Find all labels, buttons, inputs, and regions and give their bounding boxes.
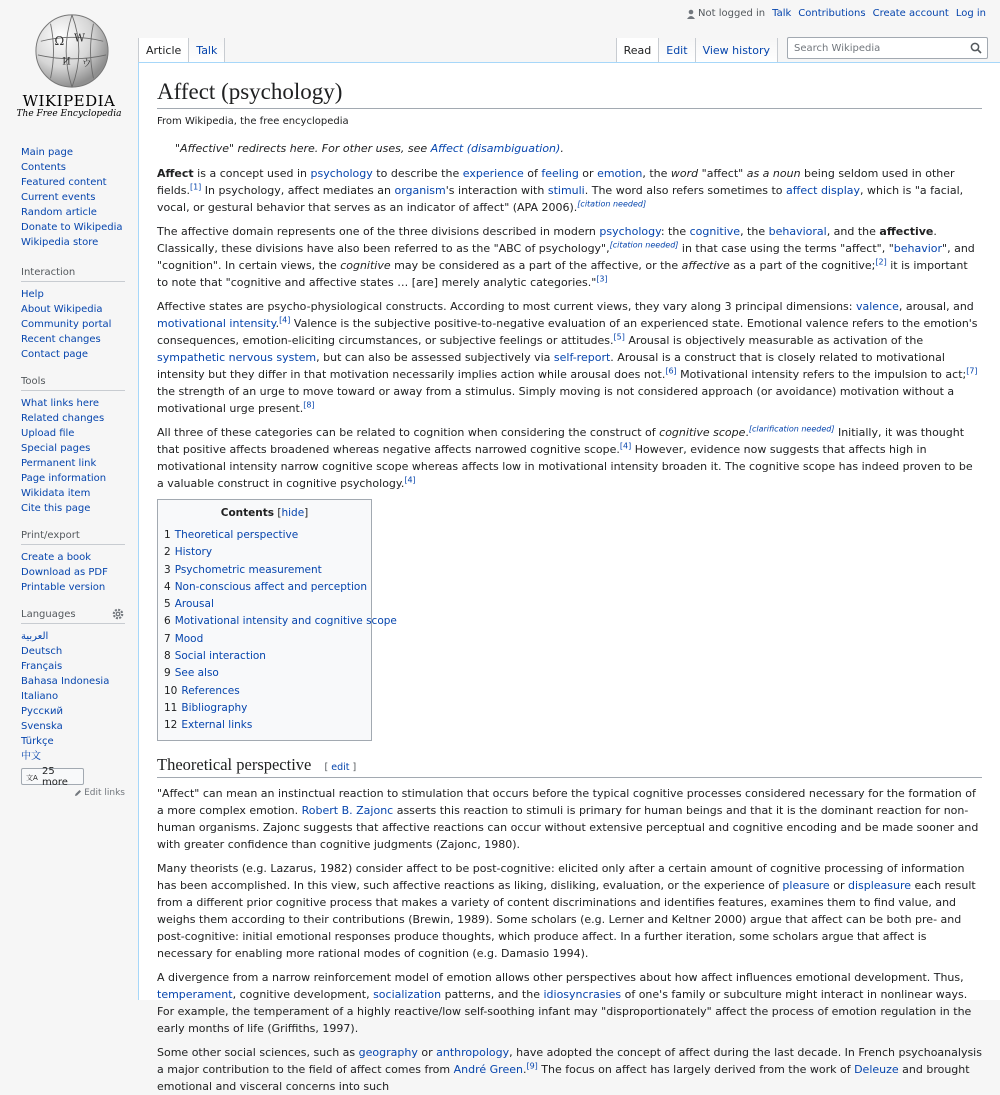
wiki-link[interactable]: self-report — [553, 351, 611, 364]
text: The affective domain represents one of the three divisions described in modern — [157, 225, 600, 238]
svg-text:文A: 文A — [26, 773, 38, 782]
sidebar-item — [21, 302, 125, 317]
sidebar-item — [21, 287, 125, 302]
wiki-link[interactable]: stimuli — [547, 184, 585, 197]
toc-link[interactable]: References — [181, 684, 240, 697]
paragraph — [157, 424, 982, 492]
text: is a concept used in — [193, 167, 311, 180]
sidebar-print — [21, 550, 125, 595]
text: as a part of the cognitive; — [729, 259, 876, 272]
wiki-link[interactable]: affect display — [786, 184, 861, 197]
sidebar-item — [21, 235, 125, 250]
italic-term: cognitive — [340, 259, 391, 272]
text: , the — [740, 225, 769, 238]
text: , which is "a facial, vocal, or gestural behavior that serves as an indicator of affect" (APA 2006). — [157, 184, 964, 214]
sidebar-link-русский[interactable]: Русский — [21, 706, 63, 717]
sidebar-link-upload-file[interactable]: Upload file — [21, 428, 75, 439]
paragraph — [157, 969, 982, 1037]
sidebar-link-recent-changes[interactable]: Recent changes — [21, 334, 101, 345]
italic-term: cognitive scope — [659, 426, 746, 439]
toc-link[interactable]: Bibliography — [181, 701, 248, 714]
toc-number: 8 — [164, 650, 171, 663]
wiki-link[interactable]: psychology — [310, 167, 373, 180]
sidebar-item — [21, 205, 125, 220]
sidebar-link-permanent-link[interactable]: Permanent link — [21, 458, 97, 469]
text: All three of these categories can be related to cognition when considering the construct of — [157, 426, 660, 439]
personal-tools — [686, 8, 986, 19]
toc-number: 3 — [164, 563, 171, 576]
toc-number: 6 — [164, 615, 171, 628]
toc-item[interactable] — [164, 700, 365, 717]
bold-term: Affect — [157, 167, 194, 180]
sidebar-languages — [21, 629, 125, 764]
paragraph — [157, 860, 982, 962]
sidebar-item — [21, 160, 125, 175]
reference-link[interactable]: [5] — [613, 332, 625, 342]
text: , the — [642, 167, 671, 180]
sidebar-item — [21, 220, 125, 235]
sidebar-link-random-article[interactable]: Random article — [21, 207, 97, 218]
sidebar-link-bahasa-indonesia[interactable]: Bahasa Indonesia — [21, 676, 110, 687]
text: in that case using the terms "affect", " — [678, 242, 894, 255]
wiki-link[interactable]: displeasure — [847, 878, 912, 892]
sidebar-item — [21, 486, 125, 501]
text: Initially, it was thought that positive affects broadened whereas negative affects narrowed cognitive scope. — [157, 426, 965, 456]
sidebar-item — [21, 734, 125, 749]
sidebar-item — [21, 704, 125, 719]
toc-number: 12 — [164, 719, 178, 732]
reference — [620, 441, 631, 450]
citation-needed-link[interactable]: [citation needed] — [609, 240, 679, 250]
wiki-link[interactable]: temperament — [157, 987, 233, 1001]
sidebar-link-what-links-here[interactable]: What links here — [21, 398, 100, 409]
toc-item[interactable] — [164, 562, 365, 579]
sidebar-item — [21, 659, 125, 674]
translate-icon — [26, 772, 38, 782]
text: "affect" — [698, 167, 747, 180]
sidebar-navigation — [21, 145, 125, 250]
sidebar-link-community-portal[interactable]: Community portal — [21, 319, 112, 330]
sidebar-link-main-page[interactable]: Main page — [21, 147, 74, 158]
reference — [966, 366, 977, 375]
sidebar-item — [21, 426, 125, 441]
sidebar-item — [21, 471, 125, 486]
wiki-link[interactable]: Deleuze — [854, 1062, 899, 1076]
toc-link[interactable]: Mood — [174, 632, 204, 645]
view-tabs — [616, 38, 778, 62]
text: , but can also be assessed subjectively via — [316, 351, 554, 364]
svg-text:И: И — [62, 56, 71, 68]
toc-number: 1 — [164, 529, 171, 541]
text: . Classically, these divisions have also been referred to as the "ABC of psychology", — [157, 225, 937, 255]
sidebar-link-help[interactable]: Help — [21, 289, 44, 300]
sidebar-item — [21, 550, 125, 565]
citation-needed — [610, 240, 679, 249]
toc-link[interactable]: Arousal — [174, 598, 214, 611]
page-title: Affect (psychology) — [157, 77, 982, 109]
citation-needed-link[interactable]: [clarification needed] — [748, 424, 835, 434]
sidebar-item — [21, 145, 125, 160]
citation-needed — [577, 199, 646, 208]
svg-text:W: W — [73, 31, 85, 45]
text: A divergence from a narrow reinforcement model of emotion allows other perspectives about how affect influences emotional development. Thus, — [157, 970, 964, 984]
text: or — [578, 167, 598, 180]
create-account-link[interactable]: Create account — [872, 8, 949, 19]
paragraph — [157, 165, 982, 216]
sidebar-item — [21, 719, 125, 734]
wiki-link[interactable]: organism — [394, 184, 446, 197]
sidebar-heading-interaction: Interaction — [21, 267, 125, 282]
text: , have adopted the concept of affect during the last decade. In French psychoanalysis a major contribution to the field of affect comes from — [157, 1045, 982, 1076]
wiki-link[interactable]: sympathetic nervous system — [157, 351, 317, 364]
search-placeholder: Search Wikipedia — [794, 43, 881, 54]
sidebar-link-featured-content[interactable]: Featured content — [21, 177, 107, 188]
hatnote: "Affective" redirects here. For other uses, see Affect (disambiguation). — [175, 142, 564, 155]
toc-link[interactable]: Motivational intensity and cognitive scope — [174, 615, 397, 628]
text: asserts this reaction to stimuli is primary for human beings and that it is the dominant reaction for non-human organisms. Zajonc suggests that affective reactions can occur without extensive perceptual and cognitive encoding and be made sooner and with greater confidence than cognitive judgments (Zajonc, 1980). — [157, 803, 979, 851]
contributions-link[interactable]: Contributions — [798, 8, 866, 19]
sidebar-link-italiano[interactable]: Italiano — [21, 691, 59, 702]
sidebar-item — [21, 317, 125, 332]
toc-item[interactable] — [164, 717, 365, 734]
site-sub: From Wikipedia, the free encyclopedia — [157, 116, 349, 127]
toc-number: 5 — [164, 598, 171, 611]
sidebar-link-cite-this-page[interactable]: Cite this page — [21, 503, 91, 514]
toc-number: 4 — [164, 580, 171, 593]
svg-text:ウ: ウ — [81, 58, 92, 70]
toc-link[interactable]: External links — [181, 719, 253, 732]
wiki-link[interactable]: valence — [855, 300, 899, 313]
reference — [279, 315, 290, 324]
sidebar-heading-tools: Tools — [21, 376, 125, 391]
text: or — [829, 878, 848, 892]
wiki-link[interactable]: behavioral — [768, 225, 827, 238]
sidebar-link-türkçe[interactable]: Türkçe — [21, 736, 54, 747]
toc-hide-toggle[interactable]: hide — [281, 507, 305, 519]
reference-link[interactable]: [4] — [404, 475, 416, 485]
reference-link[interactable]: [6] — [665, 366, 677, 376]
content — [138, 62, 1000, 1093]
toc-item[interactable] — [164, 544, 365, 561]
wiki-link[interactable]: anthropology — [436, 1045, 510, 1059]
toc-item[interactable] — [164, 648, 365, 665]
tab-view-history[interactable]: View history — [695, 38, 778, 62]
tab-talk[interactable]: Talk — [188, 38, 225, 62]
sidebar-item — [21, 411, 125, 426]
sidebar-link-wikidata-item[interactable]: Wikidata item — [21, 488, 91, 499]
edit-section-link[interactable]: edit — [331, 761, 350, 773]
reference-link[interactable]: [1] — [189, 182, 202, 192]
sidebar-link-contents[interactable]: Contents — [21, 162, 66, 173]
sidebar-link-svenska[interactable]: Svenska — [21, 721, 63, 732]
text: being seldom used in other fields. — [157, 167, 955, 197]
wiki-link[interactable]: socialization — [373, 987, 442, 1001]
text: "Affect" can mean an instinctual reaction to stimulation that occurs before the typical cognitive processes considered necessary for the formation of a more complex emotion. — [157, 786, 976, 817]
text: to describe the — [372, 167, 463, 180]
more-languages-button[interactable]: 文A 25 more — [21, 768, 84, 785]
sidebar-heading-languages: Languages — [21, 609, 125, 624]
wiki-link[interactable]: feeling — [541, 167, 579, 180]
text: The focus on affect has largely derived from the work of — [537, 1062, 855, 1076]
sidebar-link-العربية[interactable]: العربية — [21, 631, 49, 642]
wiki-link[interactable]: emotion — [597, 167, 643, 180]
text: Arousal is objectively measurable as activation of the — [624, 334, 924, 347]
sidebar-item — [21, 749, 125, 764]
text: Affective states are psycho-physiological constructs. According to most current views, they vary along 3 principal dimensions: — [157, 300, 856, 313]
text: Many theorists (e.g. Lazarus, 1982) consider affect to be post-cognitive: elicited only after a certain amount of cognitive processing of information has been accomplished. In this view, such affective reactions as liking, disliking, evaluation, or the experience of — [157, 861, 965, 892]
text: the strength of an urge to move toward or away from a stimulus. Simply moving is not considered approach (or avoidance) motivation without a motivational urge present. — [157, 385, 955, 415]
wiki-link[interactable]: experience — [462, 167, 524, 180]
text: ", and "cognition". In certain views, the — [157, 242, 975, 272]
reference-link[interactable]: [4] — [619, 441, 632, 451]
pencil-icon — [74, 789, 82, 797]
sidebar-interaction — [21, 287, 125, 362]
text: or — [417, 1045, 437, 1059]
toc-link[interactable]: Non-conscious affect and perception — [174, 580, 367, 593]
reference-link[interactable]: [4] — [279, 315, 291, 325]
sidebar-link-download-as-pdf[interactable]: Download as PDF — [21, 567, 108, 578]
lead-section — [157, 165, 982, 492]
sidebar-link-related-changes[interactable]: Related changes — [21, 413, 105, 424]
text: it is important to note that "cognitive and affective states … [are] merely analytic categories." — [157, 259, 968, 289]
sidebar-link-printable-version[interactable]: Printable version — [21, 582, 106, 593]
toc-item[interactable] — [164, 631, 365, 648]
sidebar-link-current-events[interactable]: Current events — [21, 192, 96, 203]
sidebar-link-create-a-book[interactable]: Create a book — [21, 552, 92, 563]
reference-link[interactable]: [8] — [303, 400, 315, 410]
reference — [665, 366, 676, 375]
edit-links[interactable]: Edit links — [21, 788, 125, 798]
search-input[interactable] — [787, 37, 988, 59]
sidebar — [21, 145, 125, 798]
reference — [614, 332, 625, 341]
text: and brought emotional and visceral concerns into such — [157, 1062, 970, 1093]
text: Some other social sciences, such as — [157, 1045, 359, 1059]
text: . — [522, 1062, 527, 1076]
sidebar-item — [21, 674, 125, 689]
sidebar-link-deutsch[interactable]: Deutsch — [21, 646, 63, 657]
sidebar-link-wikipedia-store[interactable]: Wikipedia store — [21, 237, 99, 248]
sidebar-tools — [21, 396, 125, 516]
text: , arousal, and — [898, 300, 974, 313]
search-icon[interactable] — [970, 42, 982, 54]
tab-read[interactable]: Read — [616, 38, 659, 62]
text: However, evidence now suggests that affects high in motivational intensity narrow cognitive scope whereas affects low in motivational intensity broaden it. The cognitive scope has indeed proven to be a valuable construct in cognitive psychology. — [157, 443, 973, 490]
citation-needed-link[interactable]: [citation needed] — [577, 199, 647, 209]
paragraph — [157, 223, 982, 291]
toc-item[interactable] — [164, 665, 365, 682]
tab-article[interactable]: Article — [138, 38, 188, 62]
reference-link[interactable]: [7] — [966, 366, 978, 376]
toc-number: 10 — [164, 684, 178, 697]
citation-needed — [749, 424, 835, 433]
toc-number: 7 — [164, 632, 171, 645]
sidebar-link-page-information[interactable]: Page information — [21, 473, 107, 484]
namespace-tabs — [138, 38, 225, 62]
sidebar-item — [21, 441, 125, 456]
toc-title: Contents [hide] — [220, 507, 309, 519]
text: . Arousal is a construct that is closely related to motivational intensity but they differ in that motivation necessarily implies action while arousal does not. — [157, 351, 945, 381]
text: : the — [660, 225, 690, 238]
toc-link[interactable]: History — [174, 546, 213, 559]
sidebar-item — [21, 396, 125, 411]
text: of one's family or subculture might interact in nonlinear ways. For example, the temperament of a highly reactive/low self-soothing infant may "disproportionately" affect the process of emotion regulation in the early months of life (Griffiths, 1997). — [157, 987, 972, 1035]
log-in-link[interactable]: Log in — [955, 8, 986, 19]
gear-icon[interactable] — [112, 608, 124, 620]
sidebar-link-donate-to-wikipedia[interactable]: Donate to Wikipedia — [21, 222, 123, 233]
text: Motivational intensity refers to the impulsion to act; — [676, 368, 967, 381]
text: patterns, and the — [441, 987, 544, 1001]
paragraph — [157, 1044, 982, 1095]
disambiguation-link[interactable]: Affect (disambiguation) — [430, 142, 561, 155]
wikipedia-logo[interactable] — [0, 0, 138, 128]
puzzle-globe-icon — [33, 12, 111, 90]
wiki-link[interactable]: pleasure — [782, 878, 830, 892]
toc-number: 9 — [164, 667, 171, 680]
text: . — [745, 426, 749, 439]
wiki-link[interactable]: psychology — [599, 225, 661, 238]
text: . — [275, 317, 280, 330]
toc-link[interactable]: Theoretical perspective — [174, 529, 299, 541]
wiki-link[interactable]: idiosyncrasies — [543, 987, 622, 1001]
bold-term: affective — [879, 225, 934, 238]
section-body — [157, 785, 982, 1095]
toc-number: 2 — [164, 546, 171, 559]
reference-link[interactable]: [3] — [596, 274, 608, 284]
toc-item[interactable] — [164, 596, 365, 613]
toc-item[interactable] — [164, 613, 397, 630]
sidebar-link-special-pages[interactable]: Special pages — [21, 443, 91, 454]
text: may be considered as a part of the affective, or the — [390, 259, 682, 272]
italic-term: affective — [681, 259, 730, 272]
wiki-link[interactable]: motivational intensity — [157, 317, 276, 330]
italic-term: word — [670, 167, 699, 180]
text: Valence is the subjective positive-to-negative evaluation of an experienced state. Emotional valence refers to the emotion's consequences, emotion-eliciting circumstances, or subjective feelings or attitudes. — [157, 317, 978, 347]
table-of-contents — [157, 499, 397, 741]
sidebar-item — [21, 565, 125, 580]
toc-link[interactable]: Social interaction — [174, 650, 266, 663]
reference — [303, 400, 314, 409]
text: In psychology, affect mediates an — [201, 184, 395, 197]
toc-item[interactable] — [164, 683, 365, 700]
sidebar-item — [21, 347, 125, 362]
toc-number: 11 — [164, 701, 178, 714]
wikipedia-wordmark: WIKIPEDIA — [22, 92, 116, 110]
sidebar-link-中文[interactable]: 中文 — [21, 751, 41, 762]
reference-link[interactable]: [9] — [526, 1060, 538, 1070]
section-heading-theoretical-perspective: Theoretical perspective [ edit ] — [157, 755, 982, 778]
not-logged-in: Not logged in — [686, 8, 765, 19]
reference — [190, 182, 201, 191]
sidebar-item — [21, 332, 125, 347]
sidebar-item — [21, 644, 125, 659]
sidebar-link-contact-page[interactable]: Contact page — [21, 349, 89, 360]
user-icon — [686, 9, 696, 19]
wiki-link[interactable]: cognitive — [689, 225, 741, 238]
sidebar-item — [21, 501, 125, 516]
sidebar-link-français[interactable]: Français — [21, 661, 63, 672]
toc-item[interactable] — [164, 579, 365, 596]
edit-section: [ edit ] — [324, 761, 357, 773]
sidebar-item — [21, 190, 125, 205]
text: . The word also refers sometimes to — [584, 184, 786, 197]
text: , cognitive development, — [232, 987, 374, 1001]
paragraph — [157, 785, 982, 853]
reference — [404, 475, 415, 484]
tab-edit[interactable]: Edit — [658, 38, 694, 62]
wiki-link[interactable]: André Green — [453, 1062, 523, 1076]
paragraph — [157, 298, 982, 417]
italic-term: as a noun — [746, 167, 801, 180]
text: each result from a different prior cognitive process that makes a variety of content discriminations and identifies features, examines them to find value, and weighs them according to their contributions (Brewin, 1989). Some scholars (e.g. Lerner and Keltner 2000) argue that affect can be both pre- and post-cognitive: initial emotional responses produce thoughts, which produce affect. In a further iteration, some scholars argue that affect is necessary for enabling more rational modes of cognition (e.g. Damasio 1994). — [157, 878, 976, 960]
svg-text:Ω: Ω — [54, 34, 65, 49]
wiki-link[interactable]: Robert B. Zajonc — [301, 803, 394, 817]
toc-link[interactable]: Psychometric measurement — [174, 563, 322, 576]
wiki-link[interactable]: behavior — [893, 242, 943, 255]
toc-item[interactable] — [164, 527, 365, 544]
reference-link[interactable]: [2] — [875, 257, 887, 267]
sidebar-item — [21, 580, 125, 595]
sidebar-item — [21, 629, 125, 644]
wiki-link[interactable]: geography — [358, 1045, 418, 1059]
toc-link[interactable]: See also — [174, 667, 219, 680]
talk-link[interactable]: Talk — [772, 8, 792, 19]
text: , and the — [826, 225, 880, 238]
sidebar-item — [21, 689, 125, 704]
sidebar-item — [21, 175, 125, 190]
reference — [526, 1061, 537, 1070]
reference — [875, 257, 886, 266]
sidebar-item — [21, 456, 125, 471]
sidebar-heading-print: Print/export — [21, 530, 125, 545]
text: of — [523, 167, 542, 180]
sidebar-link-about-wikipedia[interactable]: About Wikipedia — [21, 304, 103, 315]
wikipedia-tagline: The Free Encyclopedia — [16, 109, 122, 119]
reference — [596, 274, 607, 283]
text: 's interaction with — [445, 184, 548, 197]
